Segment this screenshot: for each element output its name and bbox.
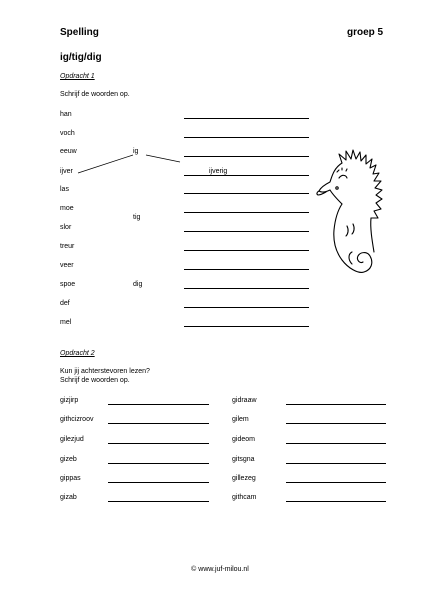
suffix-ig: ig	[133, 148, 139, 155]
answer-line[interactable]	[286, 423, 386, 424]
reverse-word-left: gizjirp	[60, 397, 79, 404]
example-connector-lines	[70, 150, 190, 180]
answer-line[interactable]	[286, 443, 386, 444]
grade-label: groep 5	[347, 27, 384, 38]
reverse-word-right: gilem	[232, 416, 249, 423]
word-spoe: spoe	[60, 281, 76, 288]
exercise1-heading: Opdracht 1	[60, 73, 95, 80]
answer-line[interactable]	[108, 501, 209, 502]
answer-line[interactable]	[184, 137, 309, 138]
exercise2-instruction-2: Schrijf de woorden op.	[60, 377, 130, 384]
answer-line[interactable]	[184, 288, 309, 289]
answer-line[interactable]	[184, 307, 309, 308]
answer-line[interactable]	[108, 463, 209, 464]
reverse-word-right: gideom	[232, 436, 255, 443]
answer-line[interactable]	[184, 175, 309, 176]
footer-copyright: © www.juf-milou.nl	[191, 566, 249, 573]
worksheet-subject: Spelling	[60, 27, 99, 38]
answer-line[interactable]	[184, 250, 309, 251]
answer-line[interactable]	[286, 482, 386, 483]
word-voch: voch	[60, 130, 75, 137]
answer-line[interactable]	[286, 404, 386, 405]
suffix-tig: tig	[133, 214, 141, 221]
suffix-dig: dig	[133, 281, 143, 288]
word-las: las	[60, 186, 69, 193]
answer-line[interactable]	[184, 193, 309, 194]
reverse-word-left: githcizroov	[60, 416, 94, 423]
word-mel: mel	[60, 319, 72, 326]
answer-line[interactable]	[184, 326, 309, 327]
reverse-word-left: gizeb	[60, 456, 77, 463]
exercise2-heading: Opdracht 2	[60, 350, 95, 357]
exercise2-instruction-1: Kun jij achterstevoren lezen?	[60, 368, 150, 375]
answer-line[interactable]	[184, 118, 309, 119]
word-ijver: ijver	[60, 168, 73, 175]
example-answer: ijverig	[209, 168, 228, 175]
reverse-word-right: gidraaw	[232, 397, 257, 404]
word-eeuw: eeuw	[60, 148, 77, 155]
reverse-word-left: gilezjud	[60, 436, 84, 443]
reverse-word-right: gitsgna	[232, 456, 255, 463]
reverse-word-right: gillezeg	[232, 475, 256, 482]
exercise1-instruction: Schrijf de woorden op.	[60, 91, 130, 98]
word-slor: slor	[60, 224, 72, 231]
answer-line[interactable]	[184, 231, 309, 232]
answer-line[interactable]	[108, 423, 209, 424]
answer-line[interactable]	[184, 269, 309, 270]
word-treur: treur	[60, 243, 75, 250]
seahorse-illustration	[312, 148, 392, 298]
answer-line[interactable]	[184, 156, 309, 157]
reverse-word-left: gizab	[60, 494, 77, 501]
answer-line[interactable]	[286, 463, 386, 464]
word-han: han	[60, 111, 72, 118]
reverse-word-right: githcam	[232, 494, 257, 501]
reverse-word-left: gippas	[60, 475, 81, 482]
answer-line[interactable]	[286, 501, 386, 502]
word-moe: moe	[60, 205, 74, 212]
word-def: def	[60, 300, 70, 307]
answer-line[interactable]	[108, 443, 209, 444]
answer-line[interactable]	[108, 404, 209, 405]
topic-title: ig/tig/dig	[60, 52, 102, 63]
answer-line[interactable]	[108, 482, 209, 483]
answer-line[interactable]	[184, 212, 309, 213]
word-veer: veer	[60, 262, 74, 269]
